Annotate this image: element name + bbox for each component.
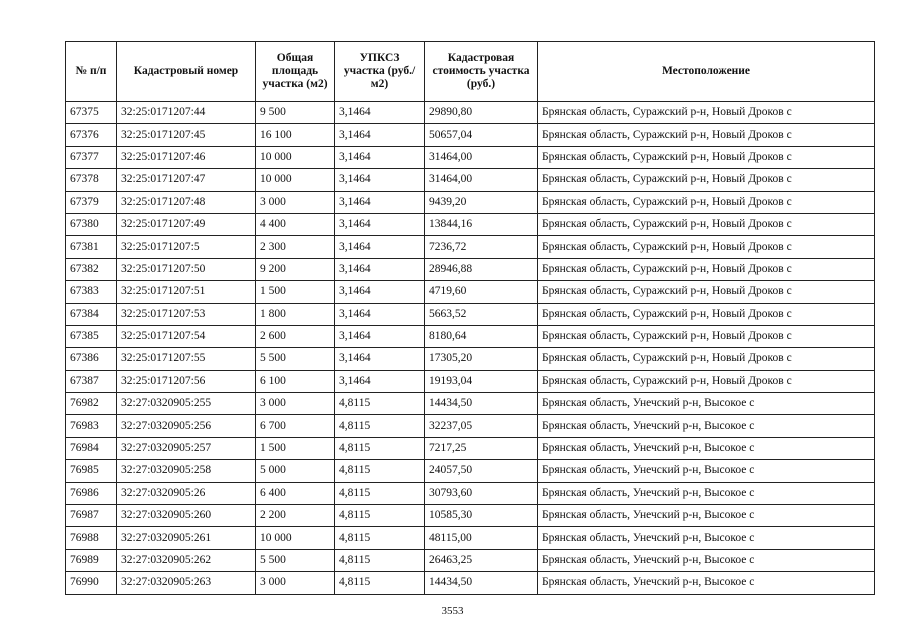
cell-cadastral-number: 32:27:0320905:255 — [117, 393, 256, 415]
cell-location: Брянская область, Суражский р-н, Новый Дроков с — [538, 348, 875, 370]
cell-num: 76990 — [66, 572, 117, 594]
cell-cadastral-number: 32:25:0171207:56 — [117, 370, 256, 392]
cell-upksz: 4,8115 — [335, 482, 425, 504]
cell-cost: 14434,50 — [425, 572, 538, 594]
cell-upksz: 3,1464 — [335, 124, 425, 146]
cell-location: Брянская область, Унечский р-н, Высокое с — [538, 482, 875, 504]
cell-cost: 4719,60 — [425, 281, 538, 303]
header-cadastral-number: Кадастровый номер — [117, 42, 256, 102]
cell-area: 4 400 — [256, 213, 335, 235]
cell-cost: 14434,50 — [425, 393, 538, 415]
cell-cost: 50657,04 — [425, 124, 538, 146]
cell-upksz: 3,1464 — [335, 146, 425, 168]
table-row — [66, 549, 875, 571]
cell-upksz: 3,1464 — [335, 102, 425, 124]
header-upksz: УПКСЗ участка (руб./м2) — [335, 42, 425, 102]
cell-cadastral-number: 32:27:0320905:257 — [117, 437, 256, 459]
cell-location: Брянская область, Суражский р-н, Новый Дроков с — [538, 102, 875, 124]
cell-location: Брянская область, Унечский р-н, Высокое с — [538, 527, 875, 549]
cell-num: 76983 — [66, 415, 117, 437]
cell-cost: 5663,52 — [425, 303, 538, 325]
cell-num: 67387 — [66, 370, 117, 392]
cell-location: Брянская область, Суражский р-н, Новый Дроков с — [538, 169, 875, 191]
cell-area: 6 700 — [256, 415, 335, 437]
cell-cost: 17305,20 — [425, 348, 538, 370]
cell-location: Брянская область, Унечский р-н, Высокое с — [538, 393, 875, 415]
table-row — [66, 146, 875, 168]
table-row — [66, 124, 875, 146]
cell-upksz: 3,1464 — [335, 348, 425, 370]
cell-cadastral-number: 32:27:0320905:262 — [117, 549, 256, 571]
cell-cost: 13844,16 — [425, 213, 538, 235]
cell-location: Брянская область, Суражский р-н, Новый Дроков с — [538, 146, 875, 168]
cell-area: 1 800 — [256, 303, 335, 325]
cell-cadastral-number: 32:27:0320905:260 — [117, 505, 256, 527]
cell-num: 67375 — [66, 102, 117, 124]
cell-num: 76984 — [66, 437, 117, 459]
table-row — [66, 393, 875, 415]
cell-location: Брянская область, Унечский р-н, Высокое с — [538, 572, 875, 594]
cell-area: 1 500 — [256, 437, 335, 459]
cell-cost: 30793,60 — [425, 482, 538, 504]
cell-cadastral-number: 32:27:0320905:258 — [117, 460, 256, 482]
table-row — [66, 236, 875, 258]
header-cost: Кадастровая стоимость участка (руб.) — [425, 42, 538, 102]
cell-cadastral-number: 32:25:0171207:5 — [117, 236, 256, 258]
cell-area: 6 100 — [256, 370, 335, 392]
cell-num: 76986 — [66, 482, 117, 504]
cell-num: 76982 — [66, 393, 117, 415]
cell-location: Брянская область, Унечский р-н, Высокое с — [538, 437, 875, 459]
cell-cost: 9439,20 — [425, 191, 538, 213]
cell-area: 10 000 — [256, 527, 335, 549]
cell-area: 9 500 — [256, 102, 335, 124]
cell-cost: 24057,50 — [425, 460, 538, 482]
cell-cost: 19193,04 — [425, 370, 538, 392]
cell-cadastral-number: 32:25:0171207:44 — [117, 102, 256, 124]
cell-area: 2 600 — [256, 325, 335, 347]
cell-location: Брянская область, Унечский р-н, Высокое с — [538, 505, 875, 527]
header-area: Общая площадь участка (м2) — [256, 42, 335, 102]
cell-upksz: 3,1464 — [335, 303, 425, 325]
cell-location: Брянская область, Унечский р-н, Высокое с — [538, 460, 875, 482]
table-row — [66, 572, 875, 594]
cell-upksz: 4,8115 — [335, 549, 425, 571]
cell-upksz: 3,1464 — [335, 258, 425, 280]
cell-location: Брянская область, Суражский р-н, Новый Дроков с — [538, 370, 875, 392]
cell-upksz: 4,8115 — [335, 437, 425, 459]
table-row — [66, 281, 875, 303]
cell-location: Брянская область, Суражский р-н, Новый Дроков с — [538, 191, 875, 213]
cell-cadastral-number: 32:25:0171207:50 — [117, 258, 256, 280]
cell-area: 2 300 — [256, 236, 335, 258]
cell-upksz: 4,8115 — [335, 393, 425, 415]
header-num: № п/п — [66, 42, 117, 102]
table-row — [66, 505, 875, 527]
cell-area: 3 000 — [256, 572, 335, 594]
cell-location: Брянская область, Суражский р-н, Новый Дроков с — [538, 236, 875, 258]
table-row — [66, 191, 875, 213]
cell-cost: 31464,00 — [425, 169, 538, 191]
cell-location: Брянская область, Унечский р-н, Высокое с — [538, 549, 875, 571]
cell-location: Брянская область, Суражский р-н, Новый Дроков с — [538, 213, 875, 235]
cell-upksz: 3,1464 — [335, 281, 425, 303]
cell-num: 67378 — [66, 169, 117, 191]
cell-cadastral-number: 32:25:0171207:55 — [117, 348, 256, 370]
cell-num: 76989 — [66, 549, 117, 571]
cell-location: Брянская область, Суражский р-н, Новый Дроков с — [538, 325, 875, 347]
cell-upksz: 3,1464 — [335, 213, 425, 235]
cell-num: 67383 — [66, 281, 117, 303]
cell-cost: 28946,88 — [425, 258, 538, 280]
cell-num: 67386 — [66, 348, 117, 370]
cell-cadastral-number: 32:27:0320905:261 — [117, 527, 256, 549]
cell-upksz: 3,1464 — [335, 236, 425, 258]
table-header-row — [66, 42, 875, 102]
cell-cadastral-number: 32:25:0171207:46 — [117, 146, 256, 168]
cell-cost: 7217,25 — [425, 437, 538, 459]
cell-upksz: 4,8115 — [335, 505, 425, 527]
table-row — [66, 325, 875, 347]
cell-area: 3 000 — [256, 191, 335, 213]
cell-upksz: 3,1464 — [335, 169, 425, 191]
cell-area: 3 000 — [256, 393, 335, 415]
cell-location: Брянская область, Суражский р-н, Новый Дроков с — [538, 281, 875, 303]
cell-location: Брянская область, Суражский р-н, Новый Дроков с — [538, 124, 875, 146]
cell-cost: 29890,80 — [425, 102, 538, 124]
cell-num: 67376 — [66, 124, 117, 146]
cell-cost: 32237,05 — [425, 415, 538, 437]
table-row — [66, 482, 875, 504]
cell-cost: 7236,72 — [425, 236, 538, 258]
cell-num: 67380 — [66, 213, 117, 235]
cell-cadastral-number: 32:25:0171207:54 — [117, 325, 256, 347]
cell-upksz: 3,1464 — [335, 325, 425, 347]
table-row — [66, 460, 875, 482]
cell-cadastral-number: 32:25:0171207:48 — [117, 191, 256, 213]
cell-cadastral-number: 32:25:0171207:47 — [117, 169, 256, 191]
cell-num: 67382 — [66, 258, 117, 280]
cell-upksz: 4,8115 — [335, 572, 425, 594]
cell-cadastral-number: 32:27:0320905:256 — [117, 415, 256, 437]
cell-cost: 8180,64 — [425, 325, 538, 347]
cell-upksz: 4,8115 — [335, 415, 425, 437]
table-row — [66, 258, 875, 280]
cell-area: 5 500 — [256, 348, 335, 370]
cell-cadastral-number: 32:25:0171207:49 — [117, 213, 256, 235]
cell-area: 6 400 — [256, 482, 335, 504]
cell-location: Брянская область, Суражский р-н, Новый Дроков с — [538, 258, 875, 280]
cell-cadastral-number: 32:25:0171207:51 — [117, 281, 256, 303]
cell-cadastral-number: 32:25:0171207:53 — [117, 303, 256, 325]
cell-num: 67377 — [66, 146, 117, 168]
table-body — [66, 102, 875, 595]
cell-area: 10 000 — [256, 169, 335, 191]
cell-upksz: 4,8115 — [335, 527, 425, 549]
cell-num: 67379 — [66, 191, 117, 213]
table-row — [66, 437, 875, 459]
cell-area: 1 500 — [256, 281, 335, 303]
table-row — [66, 213, 875, 235]
cell-location: Брянская область, Суражский р-н, Новый Дроков с — [538, 303, 875, 325]
table-row — [66, 415, 875, 437]
header-location: Местоположение — [538, 42, 875, 102]
cell-cadastral-number: 32:25:0171207:45 — [117, 124, 256, 146]
cell-area: 5 500 — [256, 549, 335, 571]
cell-cost: 48115,00 — [425, 527, 538, 549]
cell-cost: 31464,00 — [425, 146, 538, 168]
cell-area: 9 200 — [256, 258, 335, 280]
table-row — [66, 102, 875, 124]
cell-upksz: 3,1464 — [335, 370, 425, 392]
cell-cadastral-number: 32:27:0320905:263 — [117, 572, 256, 594]
cell-area: 5 000 — [256, 460, 335, 482]
cell-area: 16 100 — [256, 124, 335, 146]
cell-cost: 10585,30 — [425, 505, 538, 527]
cell-cost: 26463,25 — [425, 549, 538, 571]
table-row — [66, 169, 875, 191]
cell-area: 2 200 — [256, 505, 335, 527]
cell-num: 67381 — [66, 236, 117, 258]
cell-num: 67384 — [66, 303, 117, 325]
cell-num: 76987 — [66, 505, 117, 527]
cell-upksz: 4,8115 — [335, 460, 425, 482]
cell-num: 76985 — [66, 460, 117, 482]
cell-area: 10 000 — [256, 146, 335, 168]
table-row — [66, 348, 875, 370]
cell-cadastral-number: 32:27:0320905:26 — [117, 482, 256, 504]
cadastral-value-table — [65, 41, 875, 595]
table-row — [66, 370, 875, 392]
cell-num: 67385 — [66, 325, 117, 347]
table-row — [66, 303, 875, 325]
cell-num: 76988 — [66, 527, 117, 549]
page-number: 3553 — [441, 605, 464, 617]
table-row — [66, 527, 875, 549]
cell-upksz: 3,1464 — [335, 191, 425, 213]
cell-location: Брянская область, Унечский р-н, Высокое с — [538, 415, 875, 437]
